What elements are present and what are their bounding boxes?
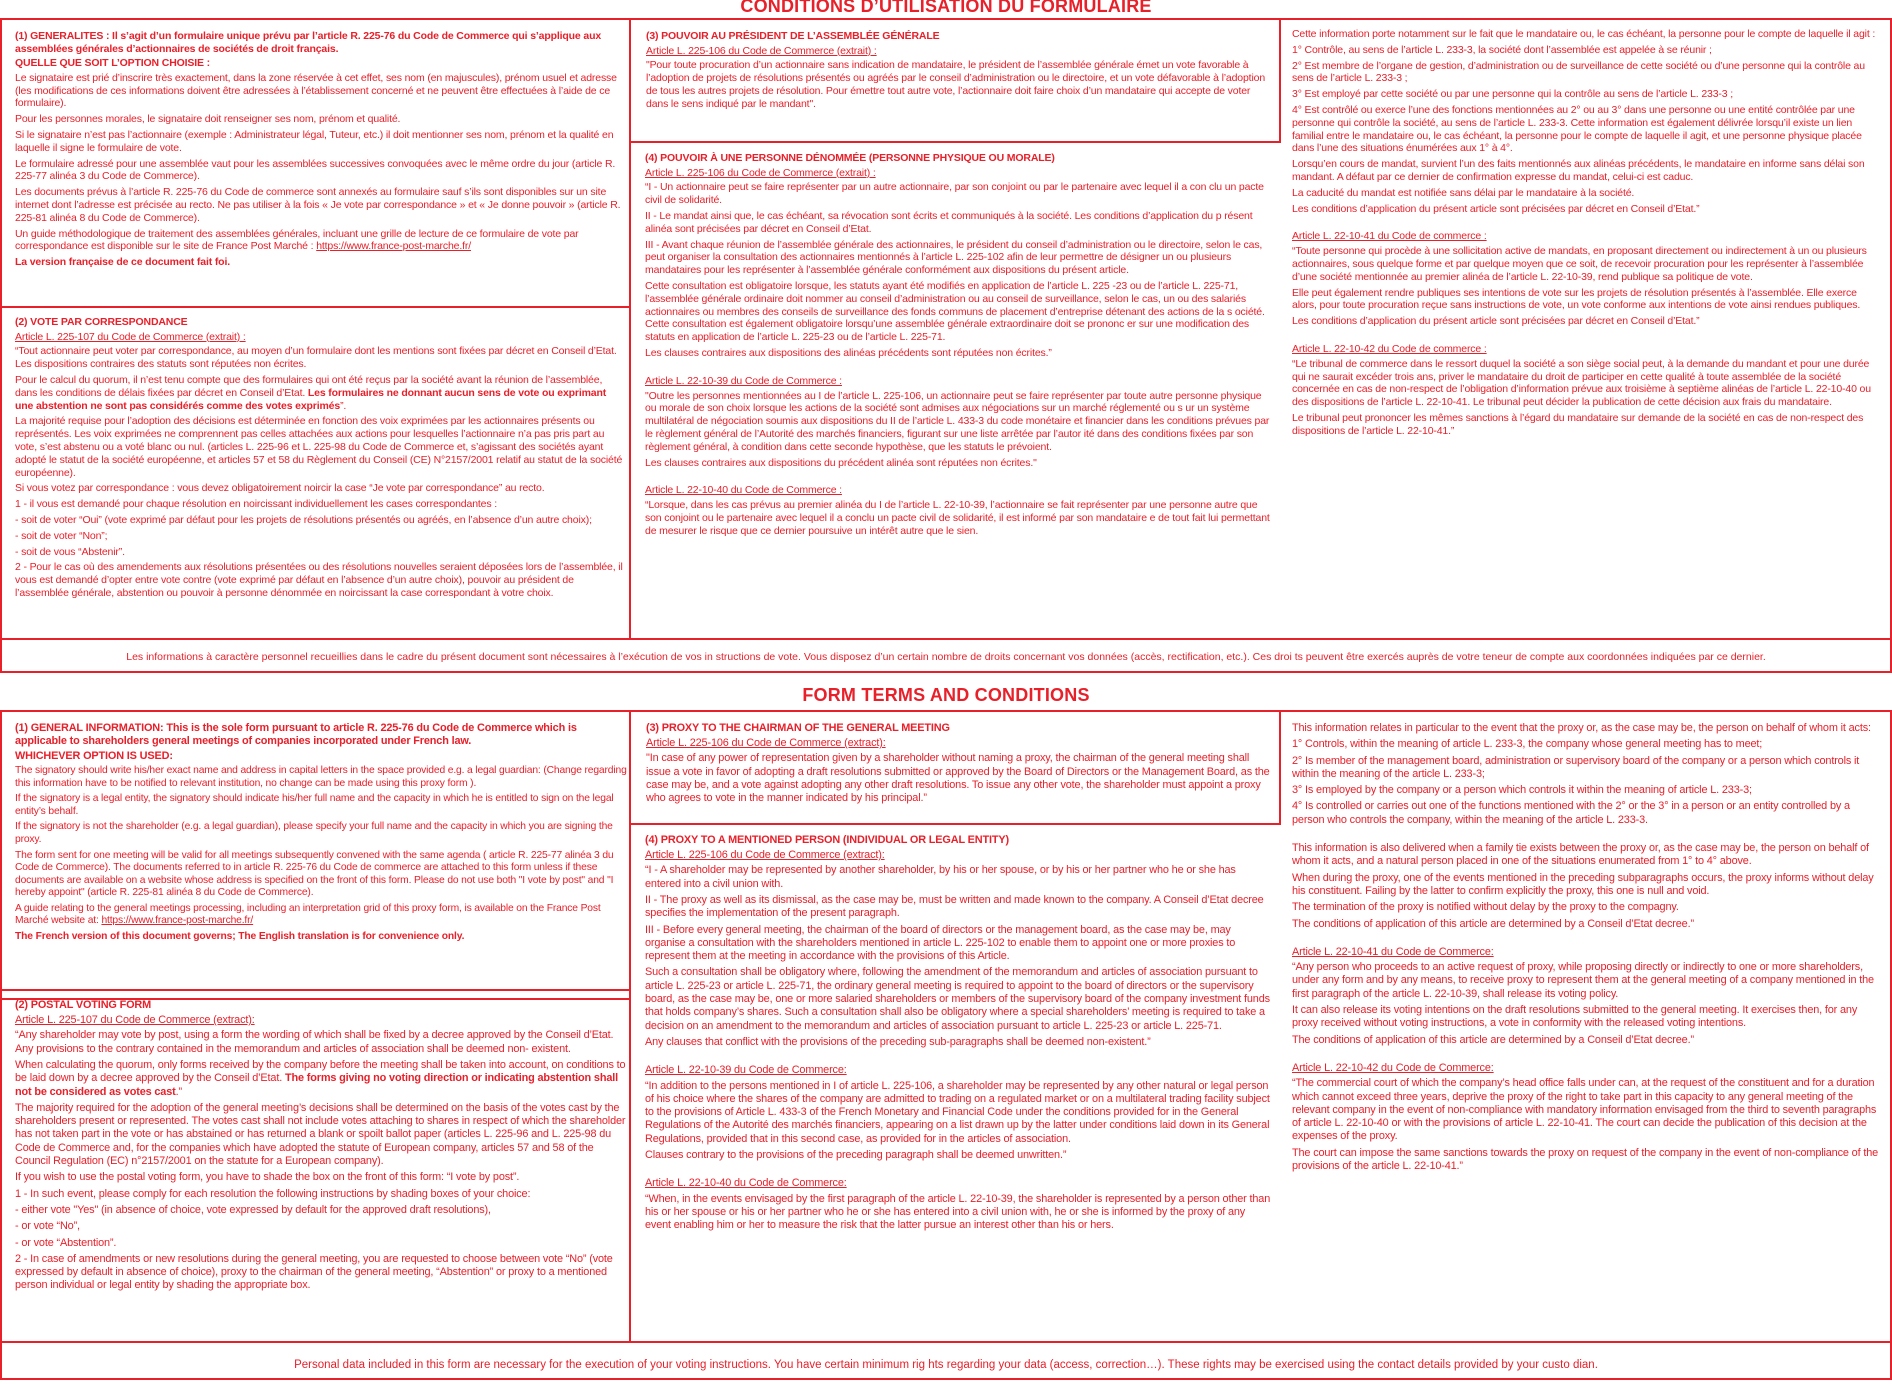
fr-s5-ref2: Article L. 22-10-42 du Code de commerce :	[1292, 342, 1487, 355]
fr-s3-heading: (3) POUVOIR AU PRÉSIDENT DE L’ASSEMBLÉE GÉNÉRALE	[646, 30, 940, 42]
en-s2-p6: - either vote "Yes" (in absence of choice, vote expressed by default for the approved draft resolutions),	[15, 1203, 491, 1216]
fr-s1-p6	[15, 228, 627, 254]
fr-s1-subheading: QUELLE QUE SOIT L’OPTION CHOISIE :	[15, 57, 211, 70]
en-s1-p4: The form sent for one meeting will be valid for all meetings subsequently convened with the same agenda ( article R. 225-77 alinéa 3 du Code de Commerce). The documents referred to in article R. 225-76 du Code de commerce are attached to this form unless if these documents are available on a website whose address is specified on the front of this form. Please do not use both "I vote by post" and "I hereby appoint" (article R. 225-81 alinéa 8 du Code de Commerce).	[15, 849, 614, 899]
fr-box-pouvoir-president	[629, 18, 1281, 143]
fr-s4-p4: Cette consultation est obligatoire lorsque, les statuts ayant été modifiés en application de l’article L. 225 -23 ou de l’article L. 225-71, l’assemblée générale ordinaire doit nommer au conseil d’administration ou au conseil de surveillance, selon le cas, un ou des salariés actionnaires ou membres des conseils de surveillance des fonds communs de placement d’entreprise détenant des actions de la s ociété. Cette consultation est également obligatoire lorsqu’une assemblée générale extraordinaire doit se prononc er sur une modification des statuts en application de l’article L. 225-23 ou de l’article L. 225-71.	[645, 279, 1265, 344]
fr-france-post-marche-link[interactable]: https://www.france-post-marche.fr/	[316, 240, 471, 253]
en-s4-p7: Clauses contrary to the provisions of the preceding paragraph shall be deemed unwritten.”	[645, 1149, 1067, 1162]
fr-s4-p2: II - Le mandat ainsi que, le cas échéant, sa révocation sont écrits et communiqués à la société. Les conditions d’application du p résent alinéa sont précisées par décret en Conseil d’Etat.	[645, 209, 1253, 235]
fr-s5-p8: Les conditions d’application du présent article sont précisées par décret en Conseil d’Etat.”	[1292, 202, 1700, 215]
en-s5-p7: When during the proxy, one of the events mentioned in the preceding subparagraphs occurs, the proxy informs without delay his constituent. Failing by the latter to confirm explicitly the proxy, this one is null and void.	[1292, 871, 1874, 897]
fr-s2-p1: “Tout actionnaire peut voter par correspondance, au moyen d’un formulaire dont les mentions sont fixées par décret en Conseil d’Etat. Les dispositions contraires des statuts sont réputées non écrites.	[15, 345, 617, 371]
fr-footer: Les informations à caractère personnel recueillies dans le cadre du présent document sont nécessaires à l’exécution de vos in structions de vote. Vous disposez d’un certain nombre de droits concernant vos données (accès, rectification, etc.). Ces droi ts peuvent être exercés auprès de votre teneur de compte aux coordonnées indiquées par ce dernier.	[126, 651, 1766, 663]
en-s5-p4: 3° Is employed by the company or a person which controls it within the meaning of article L. 233-3;	[1292, 784, 1752, 797]
fr-divider	[629, 18, 631, 640]
fr-s4-p7: Les clauses contraires aux dispositions du précédent alinéa sont réputées non écrites."	[645, 456, 1037, 469]
fr-s4-ref3: Article L. 22-10-40 du Code de Commerce :	[645, 484, 842, 497]
en-s1-p1: The signatory should write his/her exact name and address in capital letters in the space provided e.g. a legal guardian: (Change regarding this information have to be notified to relevant institution, no change can be made using this proxy form ).	[15, 765, 627, 789]
en-s5-p6: This information is also delivered when a family tie exists between the proxy or, as the case may be, the person on behalf of whom it acts, and a natural person placed in one of the situations enumerated from 1° to 4° above.	[1292, 842, 1869, 868]
en-s5-ref1: Article L. 22-10-41 du Code de Commerce:	[1292, 945, 1494, 958]
en-s5-p12: The conditions of application of this article are determined by a Conseil d’Etat decree.”	[1292, 1033, 1694, 1046]
en-s1-p6: The French version of this document governs; The English translation is for convenience only.	[15, 930, 465, 942]
en-s2-ref: Article L. 225-107 du Code de Commerce (extract):	[15, 1014, 255, 1027]
fr-s2-ref: Article L. 225-107 du Code de Commerce (extrait) :	[15, 330, 246, 343]
en-footer: Personal data included in this form are necessary for the execution of your voting instructions. You have certain minimum rig hts regarding your data (access, correction…). These rights may be exercised using the contact details provided by your custo dian.	[294, 1359, 1598, 1371]
fr-s1-p3: Si le signataire n’est pas l’actionnaire (exemple : Administrateur légal, Tuteur, etc.) il doit mentionner ses nom, prénom et la qualité en laquelle il signe le formulaire de vote.	[15, 128, 614, 154]
en-box-general-information	[0, 710, 631, 1000]
en-s5-p3: 2° Is member of the management board, administration or supervisory board of the company or a person which controls it within the meaning of the article L. 233-3;	[1292, 754, 1860, 780]
fr-s5-p3: 2° Est membre de l’organe de gestion, d’administration ou de surveillance de cette société ou d’une personne qui la contrôle au sens de l’article L. 233-3 ;	[1292, 59, 1865, 85]
en-s2-heading: (2) POSTAL VOTING FORM	[15, 999, 152, 1011]
en-s1-p5	[15, 903, 627, 928]
en-s2-p2	[15, 1059, 627, 1099]
fr-s4-p6: "Outre les personnes mentionnées au I de l’article L. 225-106, un actionnaire peut se faire représenter par toute autre personne physique ou morale de son choix lorsque les actions de la société sont admises aux négociations sur un marché réglementé ou s ur un système multilatéral de négociation soumis aux dispositions du II de l’article L. 433-3 du code monétaire et financier dans les conditions prévues par le règlement général de l’Autorité des marchés financiers, figurant sur une liste arrêtée par l’autor ité dans des conditions fixées par son règlement général, à condition dans cette seconde hypothèse, que les statuts le prévoient.	[645, 389, 1270, 453]
en-s2-p2b: The forms giving no voting direction or indicating abstention shall not be considered as votes cast	[15, 1072, 618, 1098]
en-s2-p2a: When calculating the quorum, only forms received by the company before the meeting shall be taken into account, on conditions to be laid down by a decree approved by the Conseil d’Etat.	[15, 1058, 626, 1085]
fr-box-vote-correspondance	[0, 306, 631, 640]
en-s1-subheading: WHICHEVER OPTION IS USED:	[15, 750, 173, 763]
en-s3-p1: "In case of any power of representation given by a shareholder without naming a proxy, the chairman of the general meeting shall issue a vote in favor of adopting a draft resolutions submitted or approved by the Board of Directors or the Management Board, as the case may be, and a vote against adopting any other draft resolutions. To issue any other vote, the shareholder must appoint a proxy who agrees to vote in the manner indicated by his principal.”	[646, 752, 1270, 805]
en-s2-p2c: .”	[175, 1085, 182, 1098]
fr-s2-p6: - soit de voter “Oui” (vote exprimé par défaut pour les projets de résolutions présentés ou agréés, en l’absence d’un autre choix);	[15, 513, 592, 526]
en-s5-p11: It can also release its voting intentions on the draft resolutions submitted to the general meeting. It exercises then, for any proxy received without voting instructions, a vote in conformity with the released voting intentions.	[1292, 1004, 1858, 1030]
en-footer-divider	[0, 1341, 1892, 1343]
en-s5-p14: The court can impose the same sanctions towards the proxy on request of the company in the event of non-compliance of the provisions of the article L. 22-10-41.”	[1292, 1146, 1879, 1173]
fr-s1-p2: Pour les personnes morales, le signataire doit renseigner ses nom, prénom et qualité.	[15, 113, 401, 126]
fr-s4-p5: Les clauses contraires aux dispositions des alinéas précédents sont réputées non écrites.”	[645, 346, 1052, 359]
en-s4-p3: III - Before every general meeting, the chairman of the board of directors or the management board, as the case may be, may organise a consultation with the shareholders mentioned in article L. 225-102 to enable them to appoint one or more proxies to represent them at the meeting in accordance with the provisions of this Article.	[645, 923, 1236, 963]
english-section	[0, 676, 1892, 1384]
fr-s5-p13: Le tribunal peut prononcer les mêmes sanctions à l’égard du mandataire sur demande de la société en cas de non-respect des dispositions de l’article L. 22-10-41.”	[1292, 411, 1864, 437]
fr-box-generalites	[0, 18, 631, 308]
en-s1-p3: If the signatory is not the shareholder (e.g. a legal guardian), please specify your full name and the capacity in which you are signing the proxy.	[15, 821, 613, 845]
fr-s5-ref1: Article L. 22-10-41 du Code de commerce :	[1292, 230, 1487, 243]
fr-s2-p9: 2 - Pour le cas où des amendements aux résolutions présentées ou des résolutions nouvelles seraient déposées lors de l’assemblée, il vous est demandé d’opter entre vote contre (vote exprimé par défaut en l’absence d’un autre choix), pouvoir au président de l’assemblée générale, abstention ou pouvoir à personne dénommée en noircissant la case correspondant à votre choix.	[15, 561, 623, 599]
english-title: FORM TERMS AND CONDITIONS	[802, 685, 1090, 705]
en-s4-p4: Such a consultation shall be obligatory where, following the amendment of the memorandum and articles of association pursuant to article L. 225-23 or article L. 225-71, the ordinary general meeting is required to appoint to the board of directors or the supervisory board, as the case may be, one or more salaried shareholders or members of the supervisory board of the company investment funds that holds company’s shares. Such a consultation shall also be obligatory where a special shareholders’ meeting is required to take a decision on an amendment to the memorandum and articles of association pursuant to article L. 225-23 or article L. 225-71.	[645, 966, 1270, 1032]
en-s4-heading: (4) PROXY TO A MENTIONED PERSON (INDIVIDUAL OR LEGAL ENTITY)	[645, 834, 1009, 846]
en-s4-p8: “When, in the events envisaged by the first paragraph of the article L. 22-10-39, the shareholder is represented by a person other than his or her spouse or his or her partner who he or she has entered into a civil union with, he or she is informed by the proxy of any event enabling him or her to measure the risk that the latter pursue an interest other than his or hers.	[645, 1192, 1271, 1232]
fr-information-column	[1292, 28, 1884, 608]
fr-s5-p6: Lorsqu’en cours de mandat, survient l’un des faits mentionnés aux alinéas précédents, le mandataire en informe sans délai son mandant. A défaut par ce dernier de confirmation expresse du mandat, celui-ci est caduc.	[1292, 158, 1865, 183]
en-s4-p6: “In addition to the persons mentioned in I of article L. 225-106, a shareholder may be represented by any other natural or legal person of his choice where the shares of the company are admitted to trading on a regulated market or on a multilateral trading facility subject to the provisions of Article L. 433-3 of the French Monetary and Financial Code under the conditions provided for in the General Regulations of the Autorité des marchés financiers, appearing on a list drawn up by the latter under conditions laid down in its General Regulations, provided that in this second case, as provided for in the articles of association.	[645, 1079, 1270, 1145]
fr-s4-ref: Article L. 225-106 du Code de Commerce (extrait) :	[645, 166, 876, 179]
fr-s2-p2	[15, 374, 627, 412]
fr-s2-p2c: ”.	[340, 399, 347, 412]
fr-s1-p7: La version française de ce document fait foi.	[15, 256, 230, 269]
en-s5-p10: “Any person who proceeds to an active request of proxy, while proposing directly or indirectly to one or more shareholders, under any form and by any means, to receive proxy to represent them at the general meeting of a company mentioned in the first paragraph of the article L. 22-10-39, shall release its voting policy.	[1292, 961, 1874, 1000]
en-s4-p2: II - The proxy as well as its dismissal, as the case may be, must be written and made known to the company. A Conseil d’Etat decree specifies the implementation of the present paragraph.	[645, 893, 1264, 920]
fr-s2-p3: La majorité requise pour l’adoption des décisions est déterminée en fonction des voix exprimées par les actionnaires présents ou représentés. Les voix exprimées ne comprennent pas celles attachées aux actions pour lesquelles l’actionnaire n’a pas pris part au vote, s’est abstenu ou a voté blanc ou nul. (articles L. 225-96 et L. 225-98 du Code de Commerce et, s’agissant des sociétés ayant adopté le statut de la société européenne, et articles 57 et 58 du Règlement du Conseil (CE) N°2157/2001 relatif au statut de la société européenne).	[15, 415, 623, 479]
en-s3-heading: (3) PROXY TO THE CHAIRMAN OF THE GENERAL MEETING	[646, 722, 950, 734]
fr-s5-p10: Elle peut également rendre publiques ses intentions de vote sur les projets de résolution présentés à l’assemblée. Elle exerce alors, pour toute procuration reçue sans instructions de vote, un vote conforme aux intentions de vote ainsi rendues publiques.	[1292, 286, 1861, 312]
fr-s2-p7: - soit de voter “Non”;	[15, 529, 108, 542]
french-title: CONDITIONS D’UTILISATION DU FORMULAIRE	[740, 0, 1152, 16]
fr-pouvoir-personne	[645, 152, 1273, 602]
en-s4-p5: Any clauses that conflict with the provisions of the preceding sub-paragraphs shall be deemed non-existent.”	[645, 1035, 1151, 1048]
en-france-post-marche-link[interactable]: https://www.france-post-marche.fr/	[101, 915, 254, 927]
fr-s1-p6-text: Un guide méthodologique de traitement des assemblées générales, incluant une grille de lecture de ce formulaire de vote par correspondance est disponible sur le site de France Post Marché :	[15, 227, 579, 253]
fr-s1-p1: Le signataire est prié d’inscrire très exactement, dans la zone réservée à cet effet, ses nom (en majuscules), prénom usuel et adresse (les modifications de ces informations doivent être adressées à l’établissement concerné et ne peuvent être effectuées à l’aide de ce formulaire).	[15, 71, 617, 110]
en-box-postal-voting	[0, 989, 631, 1343]
en-s5-p13: “The commercial court of which the company’s head office falls under can, at the request of the constituent and for a duration which cannot exceed three years, deprive the proxy of the right to take part in this capacity to any general meeting of the relevant company in the event of non-compliance with mandatory information envisaged from the third to seventh paragraphs of article L. 22-10-40 or with the provisions of article L. 22-10-41. The court can decide the publication of this decision at the expenses of the proxy.	[1292, 1077, 1877, 1143]
en-s5-p8: The termination of the proxy is notified without delay by the proxy to the compagny.	[1292, 901, 1679, 914]
fr-s4-heading: (4) POUVOIR À UNE PERSONNE DÉNOMMÉE (PERSONNE PHYSIQUE OU MORALE)	[645, 152, 1055, 164]
fr-s5-p7: La caducité du mandat est notifiée sans délai par le mandataire à la société.	[1292, 186, 1635, 199]
fr-footer-divider	[0, 638, 1892, 640]
fr-s5-p2: 1° Contrôle, au sens de l’article L. 233-3, la société dont l’assemblée est appelée à se réunir ;	[1292, 43, 1712, 56]
en-s1-heading: (1) GENERAL INFORMATION: This is the sole form pursuant to article R. 225-76 du Code de Commerce which is applicable to shareholders general meetings of companies incorporated under French law.	[15, 722, 577, 748]
en-s4-ref2: Article L. 22-10-39 du Code de Commerce:	[645, 1064, 847, 1077]
en-s1-p5-text: A guide relating to the general meetings processing, including an interpretation grid of this proxy form, is available on the France Post Marché website at:	[15, 902, 601, 927]
fr-s5-p1: Cette information porte notamment sur le fait que le mandataire ou, le cas échéant, la personne pour le compte de laquelle il agit :	[1292, 28, 1876, 40]
en-information-column	[1292, 722, 1884, 1322]
fr-s3-p1: "Pour toute procuration d’un actionnaire sans indication de mandataire, le président de l’assemblée générale émet un vote favorable à l’adoption de projets de résolutions présentés ou agréés par le conseil d’administration ou le directoire, et un vote défavorable à l’adoption de tous les autres projets de résolution. Pour émettre tout autre vote, l’actionnaire doit faire choix d’un mandataire qui accepte de voter dans le sens indiqué par le mandant".	[646, 59, 1266, 110]
en-s3-ref: Article L. 225-106 du Code de Commerce (extract):	[646, 737, 886, 750]
fr-s2-heading: (2) VOTE PAR CORRESPONDANCE	[15, 316, 188, 328]
fr-s2-p4: Si vous votez par correspondance : vous devez obligatoirement noircir la case “Je vote par correspondance” au recto.	[15, 482, 545, 495]
en-s2-p4: If you wish to use the postal voting form, you have to shade the box on the front of this form: “I vote by post”.	[15, 1171, 520, 1184]
fr-s4-p8: “Lorsque, dans les cas prévus au premier alinéa du I de l’article L. 22-10-39, l’actionnaire se fait représenter par une personne autre que son conjoint ou le partenaire avec lequel il a conclu un pacte civil de solidarité, il est informé par son mandataire e de tout fait lui permettant de mesurer le risque que ce dernier poursuive un intérêt autre que le sien.	[645, 499, 1270, 537]
fr-s2-p2b: Les formulaires ne donnant aucun sens de vote ou exprimant une abstention ne sont pas considérés comme des votes exprimés	[15, 386, 607, 412]
fr-s2-p2a: Pour le calcul du quorum, il n’est tenu compte que des formulaires qui ont été reçus par la société avant la réunion de l’assemblée, dans les conditions de délais fixées par décret en Conseil d’Etat.	[15, 373, 603, 399]
fr-s4-ref2: Article L. 22-10-39 du Code de Commerce :	[645, 374, 842, 387]
en-s4-ref: Article L. 225-106 du Code de Commerce (extract):	[645, 849, 885, 862]
fr-s5-p11: Les conditions d’application du présent article sont précisées par décret en Conseil d’Etat.”	[1292, 315, 1700, 328]
en-s4-ref3: Article L. 22-10-40 du Code de Commerce:	[645, 1177, 847, 1190]
fr-s1-p5: Les documents prévus à l’article R. 225-76 du Code de commerce sont annexés au formulaire sauf s’ils sont disponibles sur un site internet dont l’adresse est précisée au recto. Ne pas utiliser à la fois « Je vote par correspondance » et « Je donne pouvoir » (article R. 225-81 alinéa 8 du Code de Commerce).	[15, 186, 621, 224]
en-s2-p5: 1 - In such event, please comply for each resolution the following instructions by shading boxes of your choice:	[15, 1187, 531, 1200]
fr-s4-p1: “I - Un actionnaire peut se faire représenter par un autre actionnaire, par son conjoint ou par le partenaire avec lequel il a con clu un pacte civil de solidarité.	[645, 181, 1264, 207]
fr-s5-p9: “Toute personne qui procède à une sollicitation active de mandats, en proposant directement ou indirectement à un ou plusieurs actionnaires, sous quelque forme et par quelque moyen que ce soit, de recevoir procuration pour les représenter à l’assemblée d’une société mentionnée au premier alinéa de l’article L. 22-10-39, rend publique sa politique de vote.	[1292, 245, 1867, 283]
fr-s1-p4: Le formulaire adressé pour une assemblée vaut pour les assemblées successives convoquées avec le même ordre du jour (article R. 225-77 alinéa 3 du Code de Commerce).	[15, 157, 616, 183]
en-s1-p2: If the signatory is a legal entity, the signatory should indicate his/her full name and the capacity in which he is entitled to sign on the legal entity’s behalf.	[15, 793, 614, 817]
en-divider	[629, 710, 631, 1343]
en-s4-p1: “I - A shareholder may be represented by another shareholder, by his or her spouse, or by his or her partner who he or she has entered into a civil union with.	[645, 864, 1236, 890]
en-s5-ref2: Article L. 22-10-42 du Code de Commerce:	[1292, 1061, 1494, 1074]
fr-s1-heading: (1) GENERALITES : Il s’agit d’un formulaire unique prévu par l’article R. 225-76 du Code de Commerce qui s’applique aux assemblées générales d’actionnaires de sociétés de droit français.	[15, 30, 602, 55]
en-s5-p2: 1° Controls, within the meaning of article L. 233-3, the company whose general meeting has to meet;	[1292, 738, 1763, 751]
fr-s5-p4: 3° Est employé par cette société ou par une personne qui la contrôle au sens de l’article L. 233-3 ;	[1292, 88, 1733, 101]
fr-s3-ref: Article L. 225-106 du Code de Commerce (extrait) :	[646, 44, 877, 57]
en-s2-p9: 2 - In case of amendments or new resolutions during the general meeting, you are requested to choose between vote “No” (vote expressed by default in absence of choice), proxy to the chairman of the general meeting, “Abstention” or proxy to a mentioned person individual or legal entity by shading the appropriate box.	[15, 1252, 613, 1292]
en-s5-p1: This information relates in particular to the event that the proxy or, as the case may be, the person on behalf of whom it acts:	[1292, 722, 1871, 734]
french-section	[0, 0, 1892, 676]
en-s5-p5: 4° Is controlled or carries out one of the functions mentioned with the 2° or the 3° in a person or an entity controlled by a person who controls the company, within the meaning of the article L. 233-3.	[1292, 800, 1850, 826]
en-s2-p1: “Any shareholder may vote by post, using a form the wording of which shall be fixed by a decree approved by the Conseil d’Etat. Any provisions to the contrary contained in the memorandum and articles of association shall be deemed non- existent.	[15, 1029, 614, 1055]
en-proxy-mentioned-person	[645, 834, 1273, 1339]
fr-s5-p12: “Le tribunal de commerce dans le ressort duquel la société a son siège social peut, à la demande du mandant et pour une durée qui ne saurait excéder trois ans, priver le mandataire du droit de participer en cette qualité à toute assemblée de la société concernée en cas de non-respect de l’obligation d’information prévue aux troisième à septième alinéas de l’article L. 22-10-40 ou des dispositions de l’article L. 22-10-41. Le tribunal peut décider la publication de cette décision aux frais du mandataire.	[1292, 357, 1871, 409]
en-s2-p3: The majority required for the adoption of the general meeting’s decisions shall be determined on the basis of the votes cast by the shareholders present or represented. The votes cast shall not include votes attaching to shares in respect of which the shareholder has not taken part in the vote or has abstained or has returned a blank or spoilt ballot paper (articles L. 225-96 and L. 225-98 du Code de Commerce and, for the companies which have adopted the statute of European company, articles 57 and 58 of the Council Regulation (EC) n°2157/2001 on the statute for a European company).	[15, 1101, 626, 1168]
fr-s5-p5: 4° Est contrôlé ou exerce l’une des fonctions mentionnées au 2° ou au 3° dans une personne ou une entité contrôlée par une personne qui contrôle la société, au sens de l’article L. 233-3. Cette information est également délivrée lorsqu’il existe un lien familial entre le mandataire ou, le cas échéant, la personne pour le compte de laquelle il agit, et une personne physique placée dans l’une des situations énumérées aux 1° à 4°.	[1292, 103, 1862, 155]
fr-s4-p3: III - Avant chaque réunion de l’assemblée générale des actionnaires, le président du conseil d’administration ou le directoire, selon le cas, peut organiser la consultation des actionnaires mentionnés à l’article L. 225-102 afin de leur permettre de désigner un ou plusieurs mandataires pour les représenter à l’assemblée générale conformément aux dispositions du présent article.	[645, 238, 1263, 277]
fr-s2-p8: - soit de vous “Abstenir”.	[15, 545, 125, 558]
en-s2-p8: - or vote “Abstention”.	[15, 1236, 117, 1249]
en-s2-p7: - or vote “No”,	[15, 1220, 80, 1233]
en-s5-p9: The conditions of application of this article are determined by a Conseil d’Etat decree.”	[1292, 917, 1694, 930]
en-box-proxy-chairman	[629, 710, 1281, 825]
fr-s2-p5: 1 - il vous est demandé pour chaque résolution en noircissant individuellement les cases correspondantes :	[15, 498, 497, 511]
